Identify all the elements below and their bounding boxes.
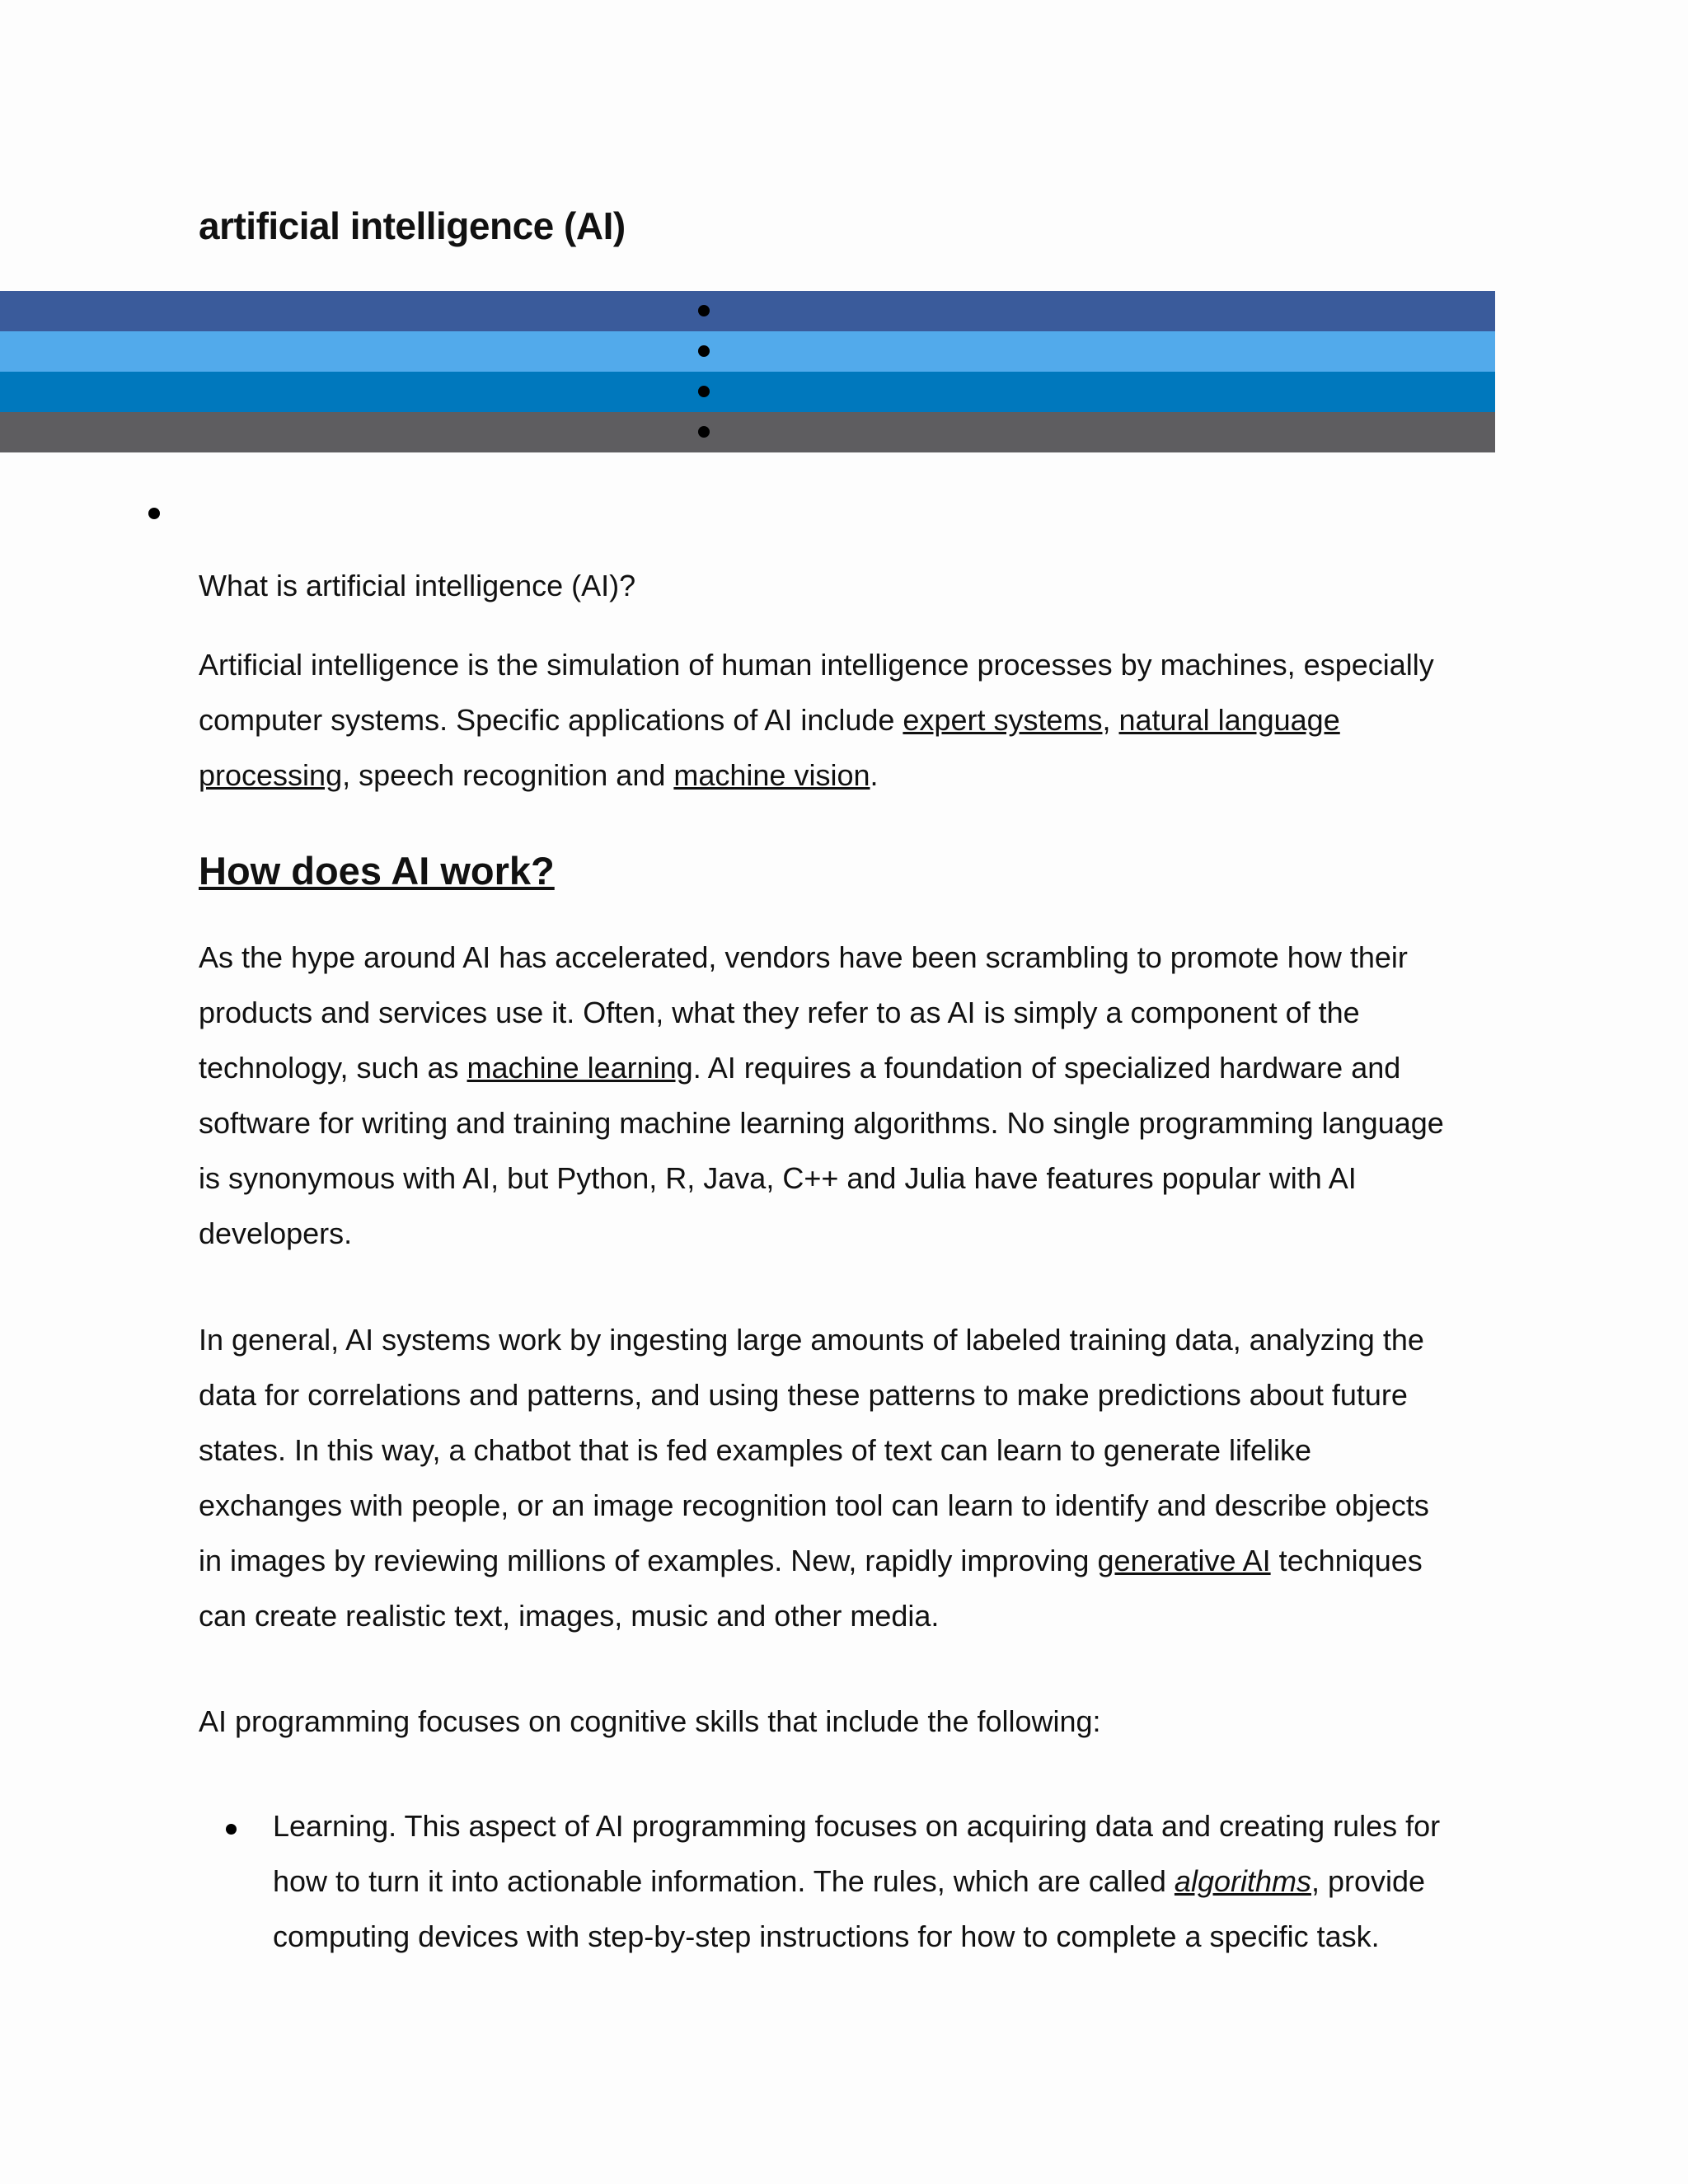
stripe-dark-blue: [0, 291, 1495, 331]
stripe-gray: [0, 412, 1495, 452]
page-title: artificial intelligence (AI): [199, 204, 626, 247]
natural-language-processing-link[interactable]: natural language: [1118, 703, 1340, 737]
list-bullet-dot: [226, 1824, 237, 1835]
list-item-line: Learning. This aspect of AI programming focuses on acquiring data and creating rules for: [273, 1809, 1441, 1843]
nav-bullet-dot: [698, 426, 710, 438]
nav-bullet-dot: [698, 345, 710, 357]
paragraph-line: products and services use it. Often, what they refer to as AI is simply a component of the: [199, 996, 1360, 1029]
paragraph-line: techniques: [1270, 1544, 1423, 1577]
paragraph-training-data: [199, 1312, 1517, 1643]
nav-bullet-dot: [698, 305, 710, 316]
paragraph-line: states. In this way, a chatbot that is fed examples of text can learn to generate lifelike: [199, 1433, 1312, 1467]
machine-vision-link[interactable]: machine vision: [673, 758, 870, 792]
machine-learning-link[interactable]: machine learning: [467, 1051, 693, 1085]
list-item-line: computing devices with step-by-step instructions for how to complete a specific task.: [273, 1919, 1380, 1953]
empty-list-bullet: [148, 508, 160, 519]
paragraph-cognitive-skills: AI programming focuses on cognitive skills that include the following:: [199, 1704, 1101, 1738]
paragraph-line: in images by reviewing millions of examples. New, rapidly improving: [199, 1544, 1098, 1577]
definition-text: , speech recognition and: [342, 758, 674, 792]
definition-text: .: [870, 758, 879, 792]
nav-bullet-dot: [698, 386, 710, 397]
intro-question: What is artificial intelligence (AI)?: [199, 569, 636, 602]
paragraph-line: . AI requires a foundation of specialized hardware and: [692, 1051, 1401, 1085]
paragraph-line: developers.: [199, 1216, 353, 1250]
definition-text: Artificial intelligence is the simulation of human intelligence processes by machines, especially: [199, 648, 1434, 682]
decorative-stripe-band: [0, 291, 1495, 452]
stripe-medium-blue: [0, 372, 1495, 412]
paragraph-line: software for writing and training machine learning algorithms. No single programming language: [199, 1106, 1444, 1140]
algorithms-link[interactable]: algorithms: [1174, 1864, 1311, 1898]
paragraph-line: exchanges with people, or an image recognition tool can learn to identify and describe objects: [199, 1488, 1429, 1522]
list-item-line: how to turn it into actionable information. The rules, which are called: [273, 1864, 1175, 1898]
paragraph-line: can create realistic text, images, music and other media.: [199, 1599, 940, 1633]
paragraph-how-ai-works: [199, 930, 1517, 1261]
paragraph-line: In general, AI systems work by ingesting large amounts of labeled training data, analyzing the: [199, 1323, 1424, 1357]
list-item-text: [273, 1798, 1440, 1964]
expert-systems-link[interactable]: expert systems: [903, 703, 1103, 737]
paragraph-line: data for correlations and patterns, and using these patterns to make predictions about future: [199, 1378, 1408, 1412]
generative-ai-link[interactable]: generative AI: [1097, 1544, 1271, 1577]
stripe-light-blue: [0, 331, 1495, 372]
definition-paragraph: [199, 637, 1517, 803]
paragraph-line: As the hype around AI has accelerated, vendors have been scrambling to promote how their: [199, 940, 1408, 974]
natural-language-processing-link[interactable]: processing: [199, 758, 343, 792]
definition-text: ,: [1102, 703, 1119, 737]
paragraph-line: technology, such as: [199, 1051, 467, 1085]
section-heading: How does AI work?: [199, 849, 555, 893]
paragraph-line: is synonymous with AI, but Python, R, Java, C++ and Julia have features popular with AI: [199, 1161, 1357, 1195]
list-item-line: , provide: [1311, 1864, 1426, 1898]
definition-text: computer systems. Specific applications of AI include: [199, 703, 903, 737]
